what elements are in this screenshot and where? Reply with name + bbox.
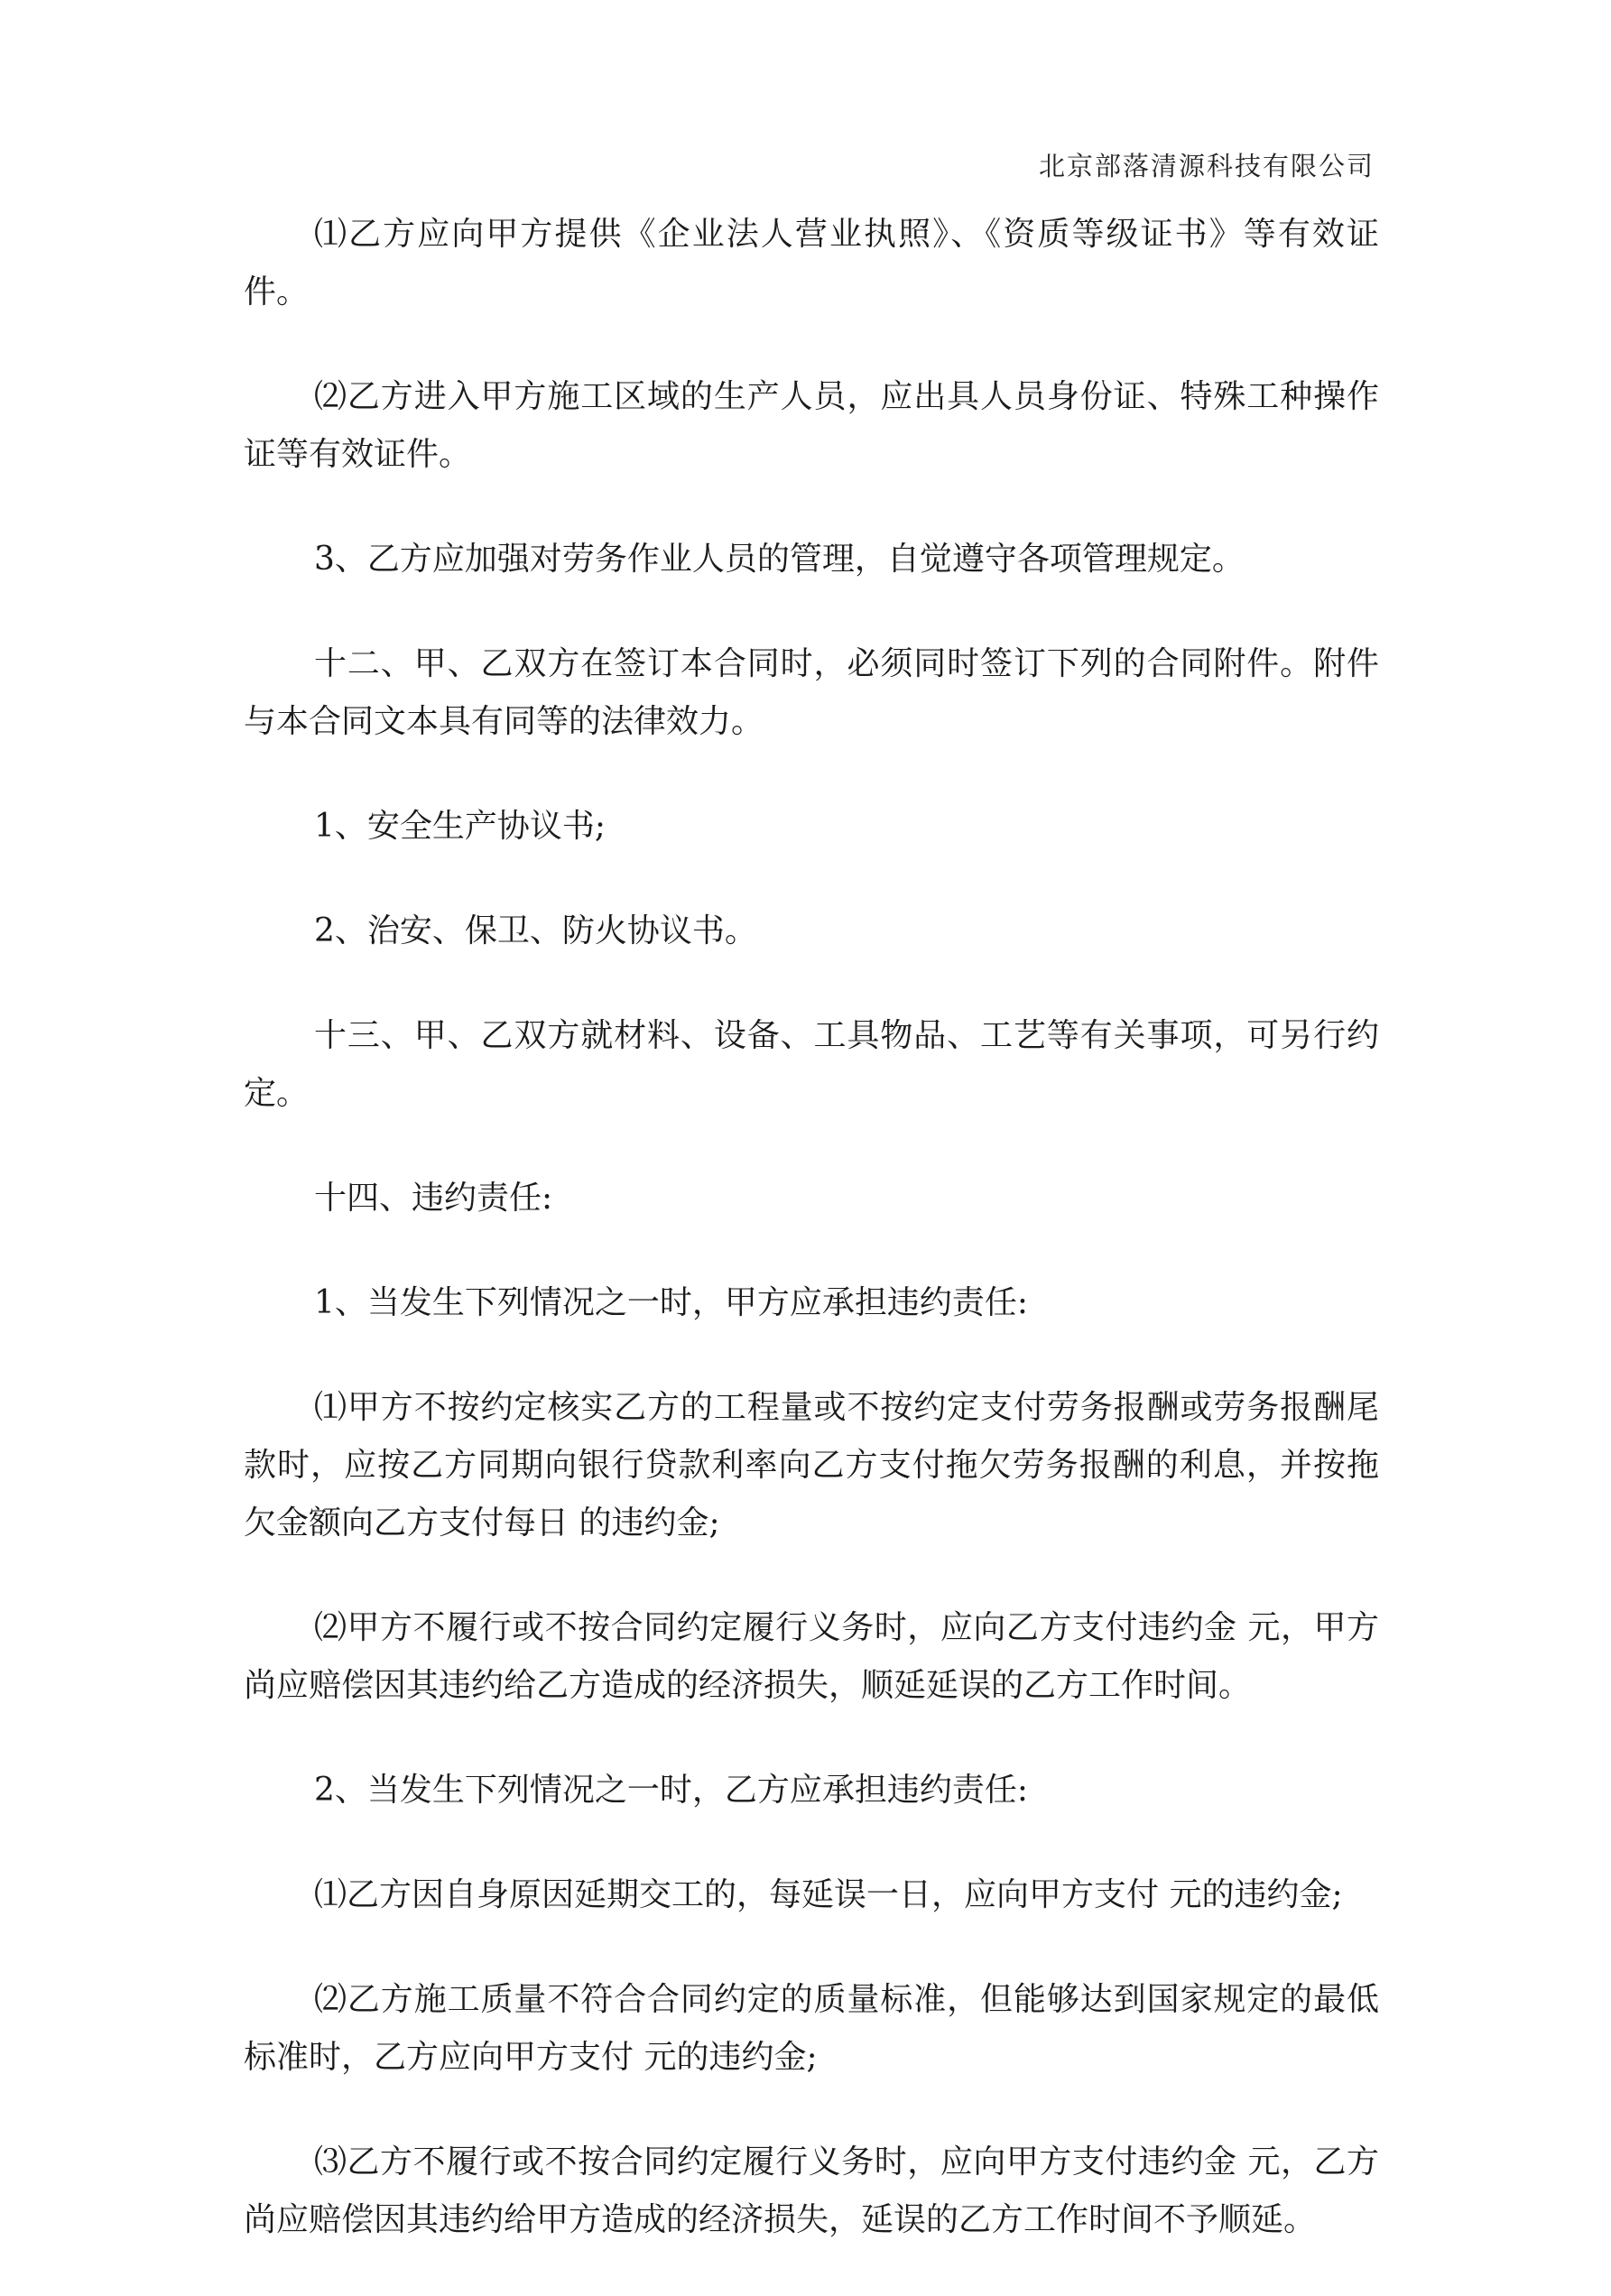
paragraph-12: 2、当发生下列情况之一时，乙方应承担违约责任: [314, 1772, 1029, 1809]
paragraph-7: 十三、甲、乙双方就材料、设备、工具物品、工艺等有关事项，可另行约定。 [244, 1017, 1379, 1112]
paragraph-15: ⑶乙方不履行或不按合同约定履行义务时，应向甲方支付违约金 元，乙方尚应赔偿因其违约给甲方造成的经济损失，延误的乙方工作时间不予顺延。 [244, 2143, 1379, 2238]
paragraph-14: ⑵乙方施工质量不符合合同约定的质量标准，但能够达到国家规定的最低标准时，乙方应向甲方支付 元的违约金; [244, 1981, 1379, 2076]
paragraph-9: 1、当发生下列情况之一时，甲方应承担违约责任: [314, 1284, 1029, 1321]
paragraph-11: ⑵甲方不履行或不按合同约定履行义务时，应向乙方支付违约金 元，甲方尚应赔偿因其违约给乙方造成的经济损失，顺延延误的乙方工作时间。 [244, 1609, 1379, 1704]
paragraph-8: 十四、违约责任: [314, 1180, 553, 1217]
paragraph-1: ⑴乙方应向甲方提供《企业法人营业执照》、《资质等级证书》等有效证件。 [244, 216, 1379, 310]
paragraph-3: 3、乙方应加强对劳务作业人员的管理，自觉遵守各项管理规定。 [314, 541, 1245, 578]
paragraph-6: 2、治安、保卫、防火协议书。 [314, 912, 757, 949]
company-header: 北京部落清源科技有限公司 [1038, 151, 1375, 181]
paragraph-5: 1、安全生产协议书; [314, 808, 606, 845]
paragraph-10: ⑴甲方不按约定核实乙方的工程量或不按约定支付劳务报酬或劳务报酬尾款时，应按乙方同期向银行贷款利率向乙方支付拖欠劳务报酬的利息，并按拖欠金额向乙方支付每日 的违约金; [244, 1389, 1379, 1541]
paragraph-4: 十二、甲、乙双方在签订本合同时，必须同时签订下列的合同附件。附件与本合同文本具有同等的法律效力。 [244, 645, 1379, 740]
document-body [244, 206, 1379, 2296]
paragraph-13: ⑴乙方因自身原因延期交工的，每延误一日，应向甲方支付 元的违约金; [314, 1876, 1343, 1913]
paragraph-2: ⑵乙方进入甲方施工区域的生产人员，应出具人员身份证、特殊工种操作证等有效证件。 [244, 378, 1379, 473]
